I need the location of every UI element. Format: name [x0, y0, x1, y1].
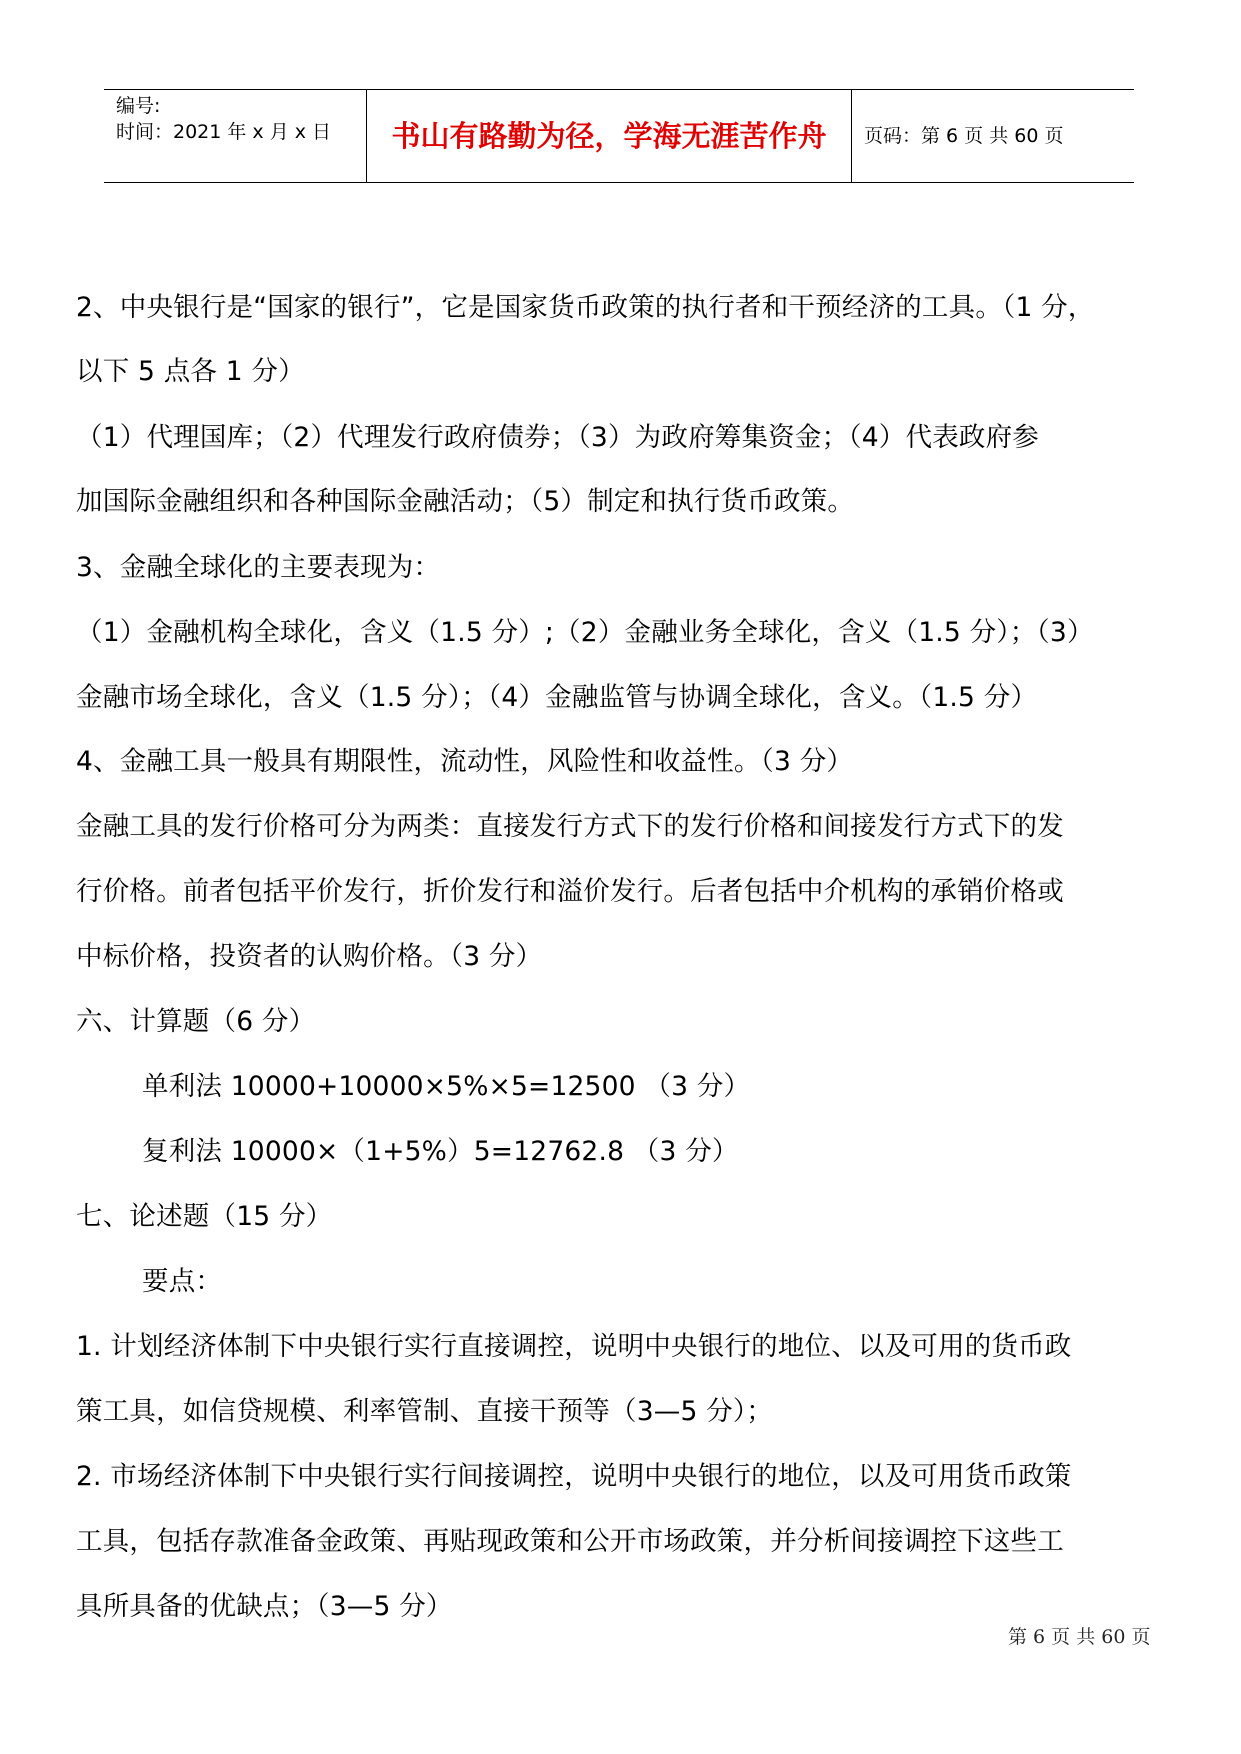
text-line: （1）代理国库；（2）代理发行政府债券；（3）为政府筹集资金；（4）代表政府参	[76, 422, 1039, 453]
text-line: 具所具备的优缺点；（3—5 分）	[76, 1591, 453, 1622]
text-line: 金融工具的发行价格可分为两类：直接发行方式下的发行价格和间接发行方式下的发	[76, 811, 1064, 842]
section-heading: 六、计算题（6 分）	[76, 1006, 316, 1037]
text-line: 2. 市场经济体制下中央银行实行间接调控，说明中央银行的地位，以及可用货币政策	[76, 1461, 1072, 1492]
text-line: 4、金融工具一般具有期限性，流动性，风险性和收益性。（3 分）	[76, 746, 854, 777]
text-line: 3、金融全球化的主要表现为：	[76, 552, 441, 583]
header-page-label: 页码：第 6 页 共 60 页	[864, 125, 1064, 147]
document-time-label: 时间：2021 年 x 月 x 日	[116, 121, 332, 143]
formula-line: 单利法 10000+10000×5%×5=12500 （3 分）	[142, 1071, 751, 1102]
page-header	[104, 89, 1134, 183]
text-line: 1. 计划经济体制下中央银行实行直接调控，说明中央银行的地位、以及可用的货币政	[76, 1331, 1072, 1362]
text-line: 加国际金融组织和各种国际金融活动；（5）制定和执行货币政策。	[76, 486, 855, 517]
text-line: 要点：	[142, 1266, 223, 1297]
text-line: 工具，包括存款准备金政策、再贴现政策和公开市场政策，并分析间接调控下这些工	[76, 1526, 1064, 1557]
header-meta-cell	[104, 90, 367, 182]
page-footer: 第 6 页 共 60 页	[1008, 1626, 1151, 1648]
text-line: 金融市场全球化，含义（1.5 分）；（4）金融监管与协调全球化，含义。（1.5 分）	[76, 682, 1038, 713]
header-motto-cell	[367, 90, 852, 182]
text-line: 2、中央银行是“国家的银行”，它是国家货币政策的执行者和干预经济的工具。（1 分，	[76, 292, 1095, 323]
formula-line: 复利法 10000×（1+5%）5=12762.8 （3 分）	[142, 1136, 739, 1167]
text-line: （1）金融机构全球化，含义（1.5 分）;（2）金融业务全球化，含义（1.5 分）；（3）	[76, 617, 1094, 648]
header-page-cell	[852, 90, 1134, 182]
document-number-label: 编号:	[116, 95, 161, 117]
header-motto: 书山有路勤为径，学海无涯苦作舟	[391, 119, 827, 153]
text-line: 中标价格，投资者的认购价格。（3 分）	[76, 941, 543, 972]
text-line: 策工具，如信贷规模、利率管制、直接干预等（3—5 分）；	[76, 1396, 773, 1427]
section-heading: 七、论述题（15 分）	[76, 1201, 333, 1232]
text-line: 行价格。前者包括平价发行，折价发行和溢价发行。后者包括中介机构的承销价格或	[76, 876, 1064, 907]
text-line: 以下 5 点各 1 分）	[76, 356, 305, 387]
